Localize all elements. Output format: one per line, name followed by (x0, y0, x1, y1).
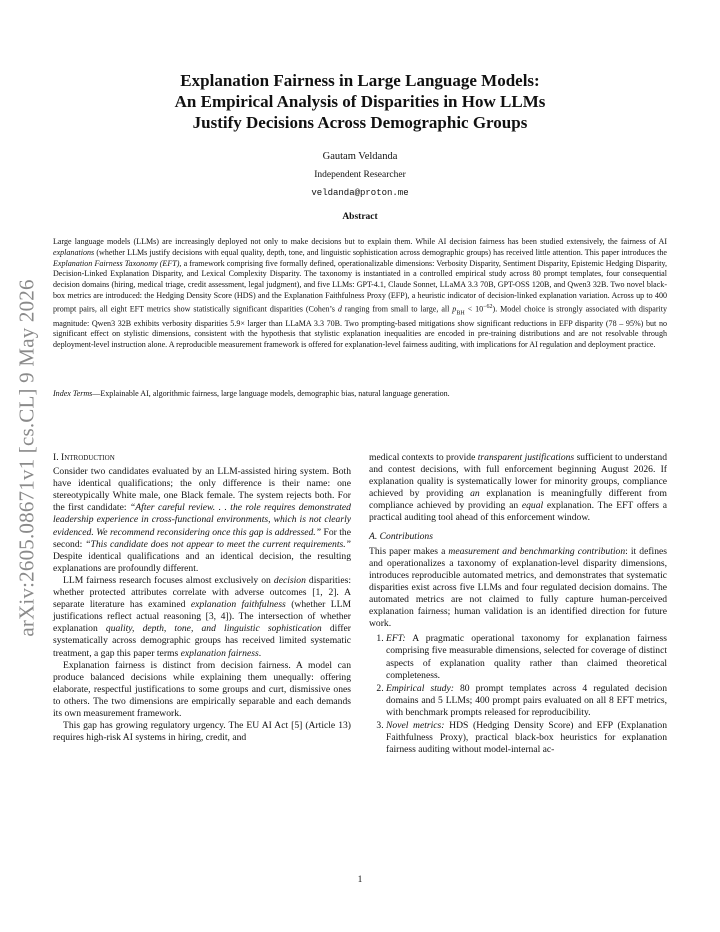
arxiv-sidebar-stamp (10, 248, 44, 668)
paragraph-text: disparities: whether protected attributes correlate with adverse outcomes [1, 2]. A separate literature has examined (53, 574, 352, 611)
abstract-body (53, 237, 667, 351)
emphasis: measurement and benchmarking contribution (448, 545, 626, 557)
subsection-heading-contributions: A. Contributions (369, 530, 433, 542)
contribution-text: 80 prompt templates across 4 regulated decision domains and 5 LLMs; 400 prompt pairs evaluated on all 8 EFT metrics, with benchmark prompts released for reproducibility. (386, 682, 667, 718)
emphasis: transparent justifications (477, 452, 575, 463)
paper-title (60, 70, 660, 133)
arxiv-identifier: arXiv:2605.08671v1 [cs.CL] 9 May 2026 (14, 279, 39, 637)
intro-paragraph-2 (53, 575, 351, 660)
abstract-math-subscript: BH (456, 309, 465, 316)
index-terms-label: Index Terms (53, 389, 93, 398)
paragraph-text: explanation. The EFT offers a practical auditing tool ahead of this enforcement window. (369, 500, 667, 524)
index-terms (53, 389, 667, 400)
abstract-math: < 10 (464, 304, 484, 314)
abstract-text: ranging from small to large, all (341, 304, 453, 314)
abstract-heading: Abstract (342, 212, 378, 222)
section-title: Introduction (61, 452, 115, 463)
quoted-explanation: “After careful review. . . the role requires demonstrated leadership experience in cross-functional environments, which is not clearly evidenced. We recommend reconsidering once this gap is addressed.” (53, 502, 351, 538)
index-terms-text: —Explainable AI, algorithmic fairness, large language models, demographic bias, natural language generation. (92, 389, 450, 398)
left-column (53, 452, 351, 744)
section-heading-introduction (53, 452, 351, 464)
intro-paragraph-4-continued (369, 452, 667, 525)
abstract-text: ). Model choice is strongly associated with disparity magnitude: Qwen3 32B exhibits verbosity disparities 5.9× larger than LLaMA 3.3 70B. Two prompting-based mitigations show significant reductions in EFP disparity (78 – 95%) but no significant effect on stylistic dimensions, consistent with the hypothesis that stylistic explanation inequalities are encoded in pre-training distributions and are not resolvable through deployment-level instruction alone. A reproducible measurement framework is offered for explanation-level fairness auditing, with implications for AI regulation and deployment practice. (53, 304, 667, 350)
contribution-text: HDS (Hedging Density Score) and EFP (Explanation Faithfulness Proxy), practical black-box heuristics for explanation fairness auditing without model-internal ac- (386, 719, 667, 756)
contribution-item (386, 720, 667, 756)
emphasis: an (470, 488, 480, 500)
paragraph-text: explanation is meaningfully different from compliance achieved by providing an (369, 488, 667, 512)
contributions-paragraph (369, 546, 667, 631)
abstract-emphasis: Explanation Fairness Taxonomy (EFT) (53, 258, 180, 268)
page-number: 1 (357, 875, 363, 885)
title-line-2: An Empirical Analysis of Disparities in How LLMs (174, 92, 546, 111)
author-email: veldanda@proton.me (311, 188, 409, 198)
contribution-label: Empirical study: (386, 682, 454, 694)
intro-paragraph-3: Explanation fairness is distinct from decision fairness. A model can produce balanced decisions while explaining them unequally: offering elaborate, respectful justifications to some groups and curt, dismissive ones to others. The two dimensions are empirically separable and each demands its own measurement framework. (53, 659, 351, 719)
abstract-text: Large language models (LLMs) are increasingly deployed not only to make decisions but to explain them. While AI decision fairness has been studied extensively, the fairness of AI (53, 237, 667, 246)
abstract-math-superscript: −62 (483, 303, 493, 310)
abstract-text: , a framework comprising five formally defined, operationalizable dimensions: Verbosity Disparity, Sentiment Disparity, Epistemic Hedging Disparity, Decision-Linked Explanation Disparity, and Lexical Complexity Disparity. The taxonomy is instantiated in a controlled empirical study across 80 prompt templates, four consequential decision domains (hiring, medical triage, credit assessment, legal judgment), and five LLMs: GPT-4.1, Claude Sonnet, LLaMA 3.3 70B, GPT-OSS 120B, and Qwen3 32B. Two novel black-box metrics are introduced: the Hedging Density Score (HDS) and the Explanation Faithfulness Proxy (EFP), a heuristic indicator of decision-linked explanation variation. Across up to 400 prompt pairs, all eight EFT metrics show statistically significant disparities (Cohen’s (53, 258, 668, 314)
emphasis: explanation fairness (180, 647, 259, 659)
author-name: Gautam Veldanda (322, 151, 398, 162)
contribution-item (386, 633, 667, 681)
paragraph-text: Consider two candidates evaluated by an LLM-assisted hiring system. Both have identical qualifications; the only difference is their name: one stereotypically White male, one Black female. The system rejects both. For the first candidate: (53, 466, 351, 514)
paragraph-text: Despite identical qualifications and an identical decision, the resulting explanations are profoundly different. (53, 550, 351, 574)
contribution-label: Novel metrics: (386, 719, 445, 731)
title-line-3: Justify Decisions Across Demographic Groups (192, 113, 528, 132)
abstract-text: (whether LLMs justify decisions with equal quality, depth, tone, and linguistic sophistication across demographic groups) has received little attention. This paper introduces the (94, 247, 667, 257)
author-affiliation: Independent Researcher (314, 170, 406, 180)
contribution-item (386, 683, 667, 719)
paragraph-text: (whether LLM justifications reflect actual reasoning [3, 4]). The intersection of whether explanation (53, 599, 351, 635)
abstract-emphasis: explanations (53, 247, 95, 257)
paragraph-text: medical contexts to provide (369, 452, 478, 463)
title-line-1: Explanation Fairness in Large Language Models: (180, 71, 540, 90)
paragraph-text: LLM fairness research focuses almost exclusively on (63, 574, 274, 586)
emphasis: equal (521, 500, 544, 512)
intro-paragraph-1 (53, 466, 351, 575)
emphasis: decision (273, 574, 306, 586)
right-column (369, 452, 667, 757)
abstract-math: p (452, 304, 457, 314)
contribution-label: EFT: (386, 633, 406, 645)
contributions-list (369, 633, 667, 756)
emphasis: explanation faithfulness (190, 599, 286, 611)
quoted-explanation: “This candidate does not appear to meet the current requirements.” (85, 538, 351, 550)
paragraph-text: This paper makes a (369, 545, 449, 557)
paragraph-text: sufficient to understand and contest decisions, with full enforcement beginning August 2026. If explanation quality is systematically lower for minority groups, compliance achieved by providing (369, 452, 667, 500)
abstract-math: d (337, 304, 342, 314)
emphasis: quality, depth, tone, and linguistic sophistication (105, 623, 322, 635)
paragraph-text: For the second: (53, 526, 351, 550)
paragraph-text: . (258, 647, 262, 659)
paragraph-text: : it defines and operationalizes a taxonomy of explanation-level disparity dimensions, introduces reproducible automated metrics, and demonstrates that systematic disparities exist across five LLMs and four regulated decision domains. The automated metrics are not claimed to fully capture human-perceived explanation fairness; human validation is an identified direction for future work. (369, 545, 668, 630)
contribution-text: A pragmatic operational taxonomy for explanation fairness comprising five measurable dimensions, selected for coverage of distinct aspects of explanation quality rather than claimed theoretical completeness. (386, 633, 667, 681)
intro-paragraph-4: This gap has growing regulatory urgency. The EU AI Act [5] (Article 13) requires high-risk AI systems in hiring, credit, and (53, 720, 351, 744)
section-number: I. (53, 452, 61, 463)
paragraph-text: differ systematically across demographic groups has received limited systematic treatment, a gap this paper terms (53, 623, 351, 659)
